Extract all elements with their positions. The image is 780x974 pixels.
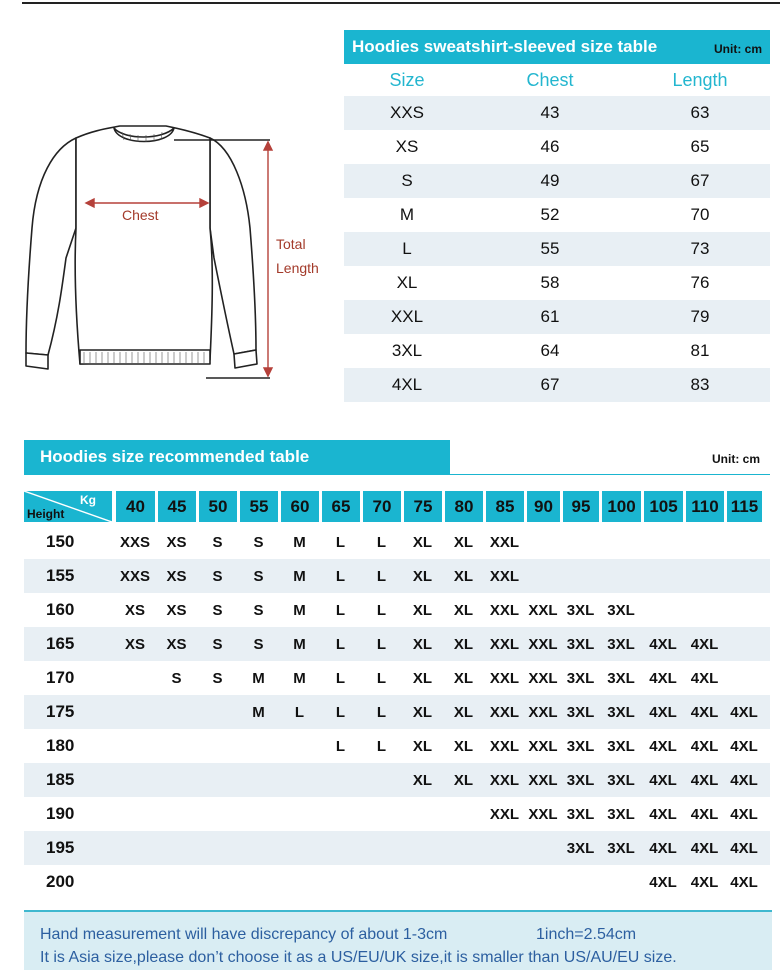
size-cell: L <box>335 601 346 619</box>
size-table-unit: Unit: cm <box>714 41 762 56</box>
size-cell: XL <box>412 601 433 619</box>
measurement-note <box>24 910 772 970</box>
size-cell: XL <box>453 771 474 789</box>
size-cell: XXL <box>489 567 520 585</box>
size-cell: 3XL <box>566 805 595 823</box>
size-table-cell: 67 <box>690 171 710 190</box>
size-cell: S <box>212 669 223 687</box>
size-cell: 3XL <box>566 737 595 755</box>
height-value: 170 <box>46 668 75 687</box>
size-table-row <box>344 266 770 300</box>
size-table-cell: 73 <box>690 239 710 258</box>
size-table-cell: XS <box>395 137 419 156</box>
size-cell: XL <box>412 703 433 721</box>
size-cell: XS <box>166 601 187 619</box>
size-cell: 4XL <box>649 805 677 823</box>
size-cell: XXS <box>119 567 150 585</box>
recommend-row <box>24 627 770 661</box>
sweatshirt-drawing <box>14 118 344 390</box>
weight-header: 80 <box>445 491 483 522</box>
recommend-row <box>24 831 770 865</box>
size-table-cell: 76 <box>690 273 710 292</box>
size-table-cell: 46 <box>540 137 560 156</box>
recommend-row <box>24 695 770 729</box>
size-cell: 4XL <box>649 669 677 687</box>
height-value: 180 <box>46 736 75 755</box>
height-value: 185 <box>46 770 75 789</box>
size-cell: S <box>253 635 264 653</box>
size-cell: S <box>212 601 223 619</box>
weight-header: 40 <box>116 491 155 522</box>
size-cell: S <box>212 567 223 585</box>
size-table-cell: XXL <box>390 307 424 326</box>
size-cell: XXL <box>528 737 558 755</box>
size-cell: XL <box>412 567 433 585</box>
weight-header: 90 <box>527 491 560 522</box>
size-cell: L <box>294 703 305 721</box>
recommend-title: Hoodies size recommended table <box>24 440 450 474</box>
size-cell: 4XL <box>690 805 719 823</box>
recommend-row <box>24 559 770 593</box>
recommend-header <box>24 491 765 522</box>
size-cell: L <box>335 669 346 687</box>
size-table-cell: 43 <box>540 103 560 122</box>
size-cell: 4XL <box>690 703 719 721</box>
height-value: 200 <box>46 872 75 891</box>
note-inch-conversion: 1inch=2.54cm <box>536 926 637 943</box>
corner-cell <box>24 491 112 522</box>
size-cell: XL <box>412 737 433 755</box>
size-table-header <box>344 64 770 96</box>
size-cell: S <box>212 533 223 551</box>
size-cell: XXL <box>528 669 558 687</box>
size-cell: L <box>335 703 346 721</box>
size-table-cell: L <box>402 239 412 258</box>
size-table-cell: 67 <box>540 375 560 394</box>
height-value: 150 <box>46 532 75 551</box>
kg-label: Kg <box>80 493 96 507</box>
size-cell: XXL <box>528 601 558 619</box>
size-cell: 4XL <box>649 839 677 857</box>
header-length: Length <box>672 69 728 90</box>
size-cell: XXL <box>528 703 558 721</box>
size-cell: 3XL <box>607 669 635 687</box>
size-cell: XXL <box>489 737 520 755</box>
total-label: Total <box>276 236 306 252</box>
size-cell: M <box>293 533 306 551</box>
size-cell: XL <box>453 601 474 619</box>
size-cell: XXL <box>489 533 520 551</box>
top-divider <box>22 2 780 4</box>
chest-label: Chest <box>122 207 159 223</box>
size-cell: S <box>253 533 264 551</box>
size-cell: 3XL <box>607 703 635 721</box>
size-cell: 4XL <box>690 873 719 891</box>
weight-header: 100 <box>602 491 641 522</box>
size-cell: XL <box>412 771 433 789</box>
size-table-cell: 58 <box>540 273 560 292</box>
recommend-row <box>24 525 770 559</box>
size-cell: 4XL <box>690 635 719 653</box>
size-cell: XXL <box>489 601 520 619</box>
size-table-row <box>344 96 770 130</box>
weight-header: 95 <box>563 491 599 522</box>
size-table-cell: 3XL <box>391 341 423 360</box>
size-cell: XL <box>453 533 474 551</box>
size-cell: L <box>376 635 387 653</box>
size-cell: L <box>376 601 387 619</box>
size-cell: M <box>252 703 265 721</box>
size-table-cell: 65 <box>690 137 710 156</box>
size-cell: XS <box>124 601 145 619</box>
size-table-cell: 64 <box>540 341 560 360</box>
size-table-row <box>344 164 770 198</box>
size-cell: XXL <box>489 635 520 653</box>
length-label: Length <box>276 260 319 276</box>
size-cell: 4XL <box>730 873 758 891</box>
weight-header: 70 <box>363 491 401 522</box>
weight-header: 115 <box>727 491 762 522</box>
recommend-row <box>24 797 770 831</box>
size-cell: 3XL <box>607 839 635 857</box>
size-cell: 4XL <box>730 737 758 755</box>
size-table-row <box>344 334 770 368</box>
size-cell: XL <box>412 533 433 551</box>
weight-header: 85 <box>486 491 524 522</box>
weight-header: 50 <box>199 491 237 522</box>
size-cell: 4XL <box>649 737 677 755</box>
size-cell: L <box>335 635 346 653</box>
size-cell: 4XL <box>649 873 677 891</box>
weight-header: 55 <box>240 491 278 522</box>
size-cell: XL <box>412 669 433 687</box>
size-cell: 3XL <box>566 669 595 687</box>
size-cell: 4XL <box>730 839 758 857</box>
sweatshirt-illustration <box>14 118 344 390</box>
size-table-cell: 52 <box>540 205 560 224</box>
weight-header: 65 <box>322 491 360 522</box>
size-table-cell: 79 <box>690 307 710 326</box>
recommend-row <box>24 593 770 627</box>
size-table-cell: XXS <box>389 103 425 122</box>
size-table-title: Hoodies sweatshirt-sleeved size table <box>352 37 658 56</box>
height-value: 165 <box>46 634 75 653</box>
size-cell: 3XL <box>566 635 595 653</box>
size-cell: 4XL <box>730 703 758 721</box>
size-cell: 4XL <box>649 635 677 653</box>
height-value: 160 <box>46 600 75 619</box>
size-cell: 4XL <box>690 669 719 687</box>
header-size: Size <box>389 69 425 90</box>
size-cell: XXL <box>489 805 520 823</box>
recommend-unit: Unit: cm <box>712 452 760 466</box>
size-cell: 4XL <box>690 839 719 857</box>
size-cell: XS <box>124 635 145 653</box>
size-table-title-bar <box>344 30 770 64</box>
note-line-1: Hand measurement will have discrepancy of about 1-3cm <box>40 926 448 943</box>
size-cell: L <box>376 703 387 721</box>
size-cell: 3XL <box>566 601 595 619</box>
size-cell: M <box>293 601 306 619</box>
weight-header: 45 <box>158 491 196 522</box>
size-cell: L <box>376 567 387 585</box>
size-cell: 4XL <box>649 703 677 721</box>
recommend-row <box>24 661 770 695</box>
size-cell: XXS <box>119 533 150 551</box>
size-cell: S <box>253 567 264 585</box>
size-cell: S <box>212 635 223 653</box>
header-chest: Chest <box>526 69 574 90</box>
size-cell: 3XL <box>607 601 635 619</box>
size-cell: XL <box>453 567 474 585</box>
size-cell: S <box>171 669 182 687</box>
size-table-cell: 81 <box>690 341 710 360</box>
size-cell: L <box>376 669 387 687</box>
size-cell: S <box>253 601 264 619</box>
height-value: 155 <box>46 566 75 585</box>
size-cell: XXL <box>528 805 558 823</box>
size-cell: XXL <box>528 771 558 789</box>
size-cell: XS <box>166 635 187 653</box>
size-cell: 3XL <box>607 737 635 755</box>
weight-header: 105 <box>644 491 683 522</box>
size-table-row <box>344 130 770 164</box>
recommend-row <box>24 729 770 763</box>
size-table-body <box>344 96 770 402</box>
size-table-cell: 63 <box>690 103 710 122</box>
size-table-row <box>344 232 770 266</box>
size-cell: XXL <box>489 771 520 789</box>
recommend-row <box>24 763 770 797</box>
size-cell: M <box>252 669 265 687</box>
size-cell: XL <box>453 703 474 721</box>
size-table <box>344 30 770 402</box>
size-table-cell: M <box>399 205 415 224</box>
size-table-cell: 49 <box>540 171 560 190</box>
size-table-cell: 83 <box>690 375 710 394</box>
size-cell: 3XL <box>607 635 635 653</box>
size-cell: XL <box>453 635 474 653</box>
size-cell: L <box>376 533 387 551</box>
size-cell: M <box>293 567 306 585</box>
size-cell: 4XL <box>730 805 758 823</box>
size-cell: XS <box>166 533 187 551</box>
size-cell: XXL <box>528 635 558 653</box>
recommend-title-bar <box>24 440 770 475</box>
note-line-2: It is Asia size,please don’t choose it as a US/EU/UK size,it is smaller than US/AU/EU size. <box>40 949 677 966</box>
weight-header: 75 <box>404 491 442 522</box>
size-cell: 4XL <box>690 737 719 755</box>
size-table-cell: 55 <box>540 239 560 258</box>
size-cell: 4XL <box>649 771 677 789</box>
size-cell: L <box>376 737 387 755</box>
size-table-cell: XL <box>396 273 418 292</box>
weight-header: 60 <box>281 491 319 522</box>
size-cell: 3XL <box>566 839 595 857</box>
size-cell: L <box>335 737 346 755</box>
size-cell: 3XL <box>566 703 595 721</box>
size-cell: M <box>293 635 306 653</box>
size-cell: 4XL <box>730 771 758 789</box>
size-cell: 3XL <box>607 771 635 789</box>
size-cell: M <box>293 669 306 687</box>
size-cell: XS <box>166 567 187 585</box>
weight-header: 110 <box>686 491 724 522</box>
size-cell: 4XL <box>690 771 719 789</box>
size-cell: XXL <box>489 669 520 687</box>
size-table-cell: 4XL <box>391 375 423 394</box>
size-cell: XL <box>412 635 433 653</box>
size-table-row <box>344 198 770 232</box>
size-cell: XL <box>453 737 474 755</box>
size-cell: L <box>335 567 346 585</box>
size-cell: 3XL <box>607 805 635 823</box>
size-cell: XL <box>453 669 474 687</box>
size-cell: 3XL <box>566 771 595 789</box>
height-label: Height <box>27 507 65 521</box>
recommend-row <box>24 865 770 899</box>
height-value: 195 <box>46 838 75 857</box>
size-cell: XXL <box>489 703 520 721</box>
size-table-row <box>344 368 770 402</box>
size-table-row <box>344 300 770 334</box>
size-table-cell: 70 <box>690 205 710 224</box>
height-value: 175 <box>46 702 75 721</box>
size-table-cell: 61 <box>540 307 560 326</box>
size-cell: L <box>335 533 346 551</box>
size-table-cell: S <box>401 171 413 190</box>
height-value: 190 <box>46 804 75 823</box>
